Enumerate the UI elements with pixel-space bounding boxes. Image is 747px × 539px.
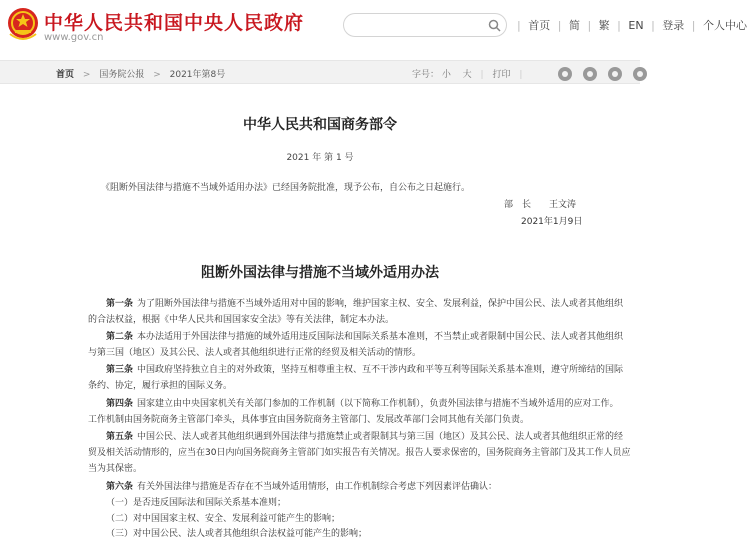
article-line: 第五条 中国公民、法人或者其他组织遇到外国法律与措施禁止或者限制其与第三国（地区）及其公民、法人或者其他组织正常的经: [106, 432, 624, 442]
article-line: 的合法权益，根据《中华人民共和国国家安全法》等有关法律，制定本办法。: [88, 315, 395, 325]
print-button[interactable]: 打印: [492, 70, 511, 80]
nav-login[interactable]: 登录: [662, 19, 685, 32]
search-icon: [488, 19, 501, 32]
article-line: 当为其保密。: [88, 464, 143, 474]
article-line: 第一条 为了阻断外国法律与措施不当域外适用对中国的影响，维护国家主权、安全、发展利益，保护中国公民、法人或者其他组织: [106, 299, 624, 309]
article-label: 第三条: [106, 365, 134, 375]
article-item: （三）对中国公民、法人或者其他组织合法权益可能产生的影响；: [106, 529, 368, 539]
preamble: 《阻断外国法律与措施不当域外适用办法》已经国务院批准，现予公布，自公布之日起施行。: [101, 183, 471, 193]
signature-date: 2021年1月9日: [521, 217, 583, 227]
article-line: 第六条 有关外国法律与措施是否存在不当域外适用情形，由工作机制综合考虑下列因素评估确认：: [106, 482, 498, 492]
search-input[interactable]: [343, 13, 483, 37]
search-button[interactable]: [483, 13, 507, 37]
breadcrumb: [56, 67, 225, 80]
article-line: 第四条 国家建立由中央国家机关有关部门参加的工作机制（以下简称工作机制），负责外国法律与措施不当域外适用的应对工作。: [106, 399, 619, 409]
top-nav: | 首页 | 简 | 繁 | EN | 登录 | 个人中心: [517, 19, 747, 32]
breadcrumb-issue[interactable]: 2021年第8号: [169, 70, 226, 80]
page-tools: 字号： 小 大 | 打印 |: [412, 67, 528, 80]
article-line: 与第三国（地区）及其公民、法人或者其他组织进行正常的经贸及相关活动的情形。: [88, 348, 422, 358]
share-icon[interactable]: [583, 67, 597, 81]
article-line: 第二条 本办法适用于外国法律与措施的域外适用违反国际法和国际关系基本准则，不当禁止或者限制中国公民、法人或者其他组织: [106, 332, 624, 342]
breadcrumb-home[interactable]: 首页: [56, 70, 75, 80]
article-line: 贸及相关活动情形的，应当在30日内向国务院商务主管部门如实报告有关情况。报告人要求保密的，国务院商务主管部门及其工作人员应: [88, 448, 631, 458]
article-label: 第二条: [106, 332, 134, 342]
font-small-button[interactable]: 小: [441, 70, 451, 80]
site-domain: www.gov.cn: [44, 32, 104, 43]
nav-personal-center[interactable]: 个人中心: [703, 19, 747, 32]
breadcrumb-gazette[interactable]: 国务院公报: [99, 70, 145, 80]
share-icon[interactable]: [633, 67, 647, 81]
font-size-label: 字号：: [412, 70, 440, 80]
chevron-right-icon: >: [82, 70, 91, 80]
article-label: 第六条: [106, 482, 134, 492]
article-label: 第四条: [106, 399, 134, 409]
font-large-button[interactable]: 大: [462, 70, 472, 80]
share-buttons: [552, 66, 647, 85]
site-title[interactable]: 中华人民共和国中央人民政府: [44, 12, 305, 34]
breadcrumb-bar: [0, 60, 640, 84]
nav-home[interactable]: 首页: [528, 19, 551, 32]
article-label: 第一条: [106, 299, 134, 309]
share-icon[interactable]: [558, 67, 572, 81]
signature: 部 长 王文涛: [504, 200, 577, 210]
share-icon[interactable]: [608, 67, 622, 81]
nav-english[interactable]: EN: [628, 19, 644, 32]
article-label: 第五条: [106, 432, 134, 442]
article-line: 条约、协定，履行承担的国际义务。: [88, 381, 233, 391]
nav-simplified[interactable]: 简: [568, 19, 580, 32]
article-line: 工作机制由国务院商务主管部门牵头，具体事宜由国务院商务主管部门、发展改革部门会同其他有关部门负责。: [88, 415, 530, 425]
national-emblem-icon[interactable]: [6, 6, 40, 42]
document-org-title: 中华人民共和国商务部令: [243, 117, 397, 133]
article-item: （二）对中国国家主权、安全、发展利益可能产生的影响；: [106, 514, 341, 524]
chevron-right-icon: >: [153, 70, 161, 80]
site-header: [0, 0, 747, 50]
nav-traditional[interactable]: 繁: [598, 19, 610, 32]
article-item: （一）是否违反国际法和国际关系基本准则；: [106, 498, 287, 508]
document-title: 阻断外国法律与措施不当域外适用办法: [201, 265, 439, 281]
order-number: 2021 年 第 1 号: [286, 153, 354, 163]
article-line: 第三条 中国政府坚持独立自主的对外政策，坚持互相尊重主权、互不干涉内政和平等互利等国际关系基本准则，遵守所缔结的国际: [106, 365, 624, 375]
